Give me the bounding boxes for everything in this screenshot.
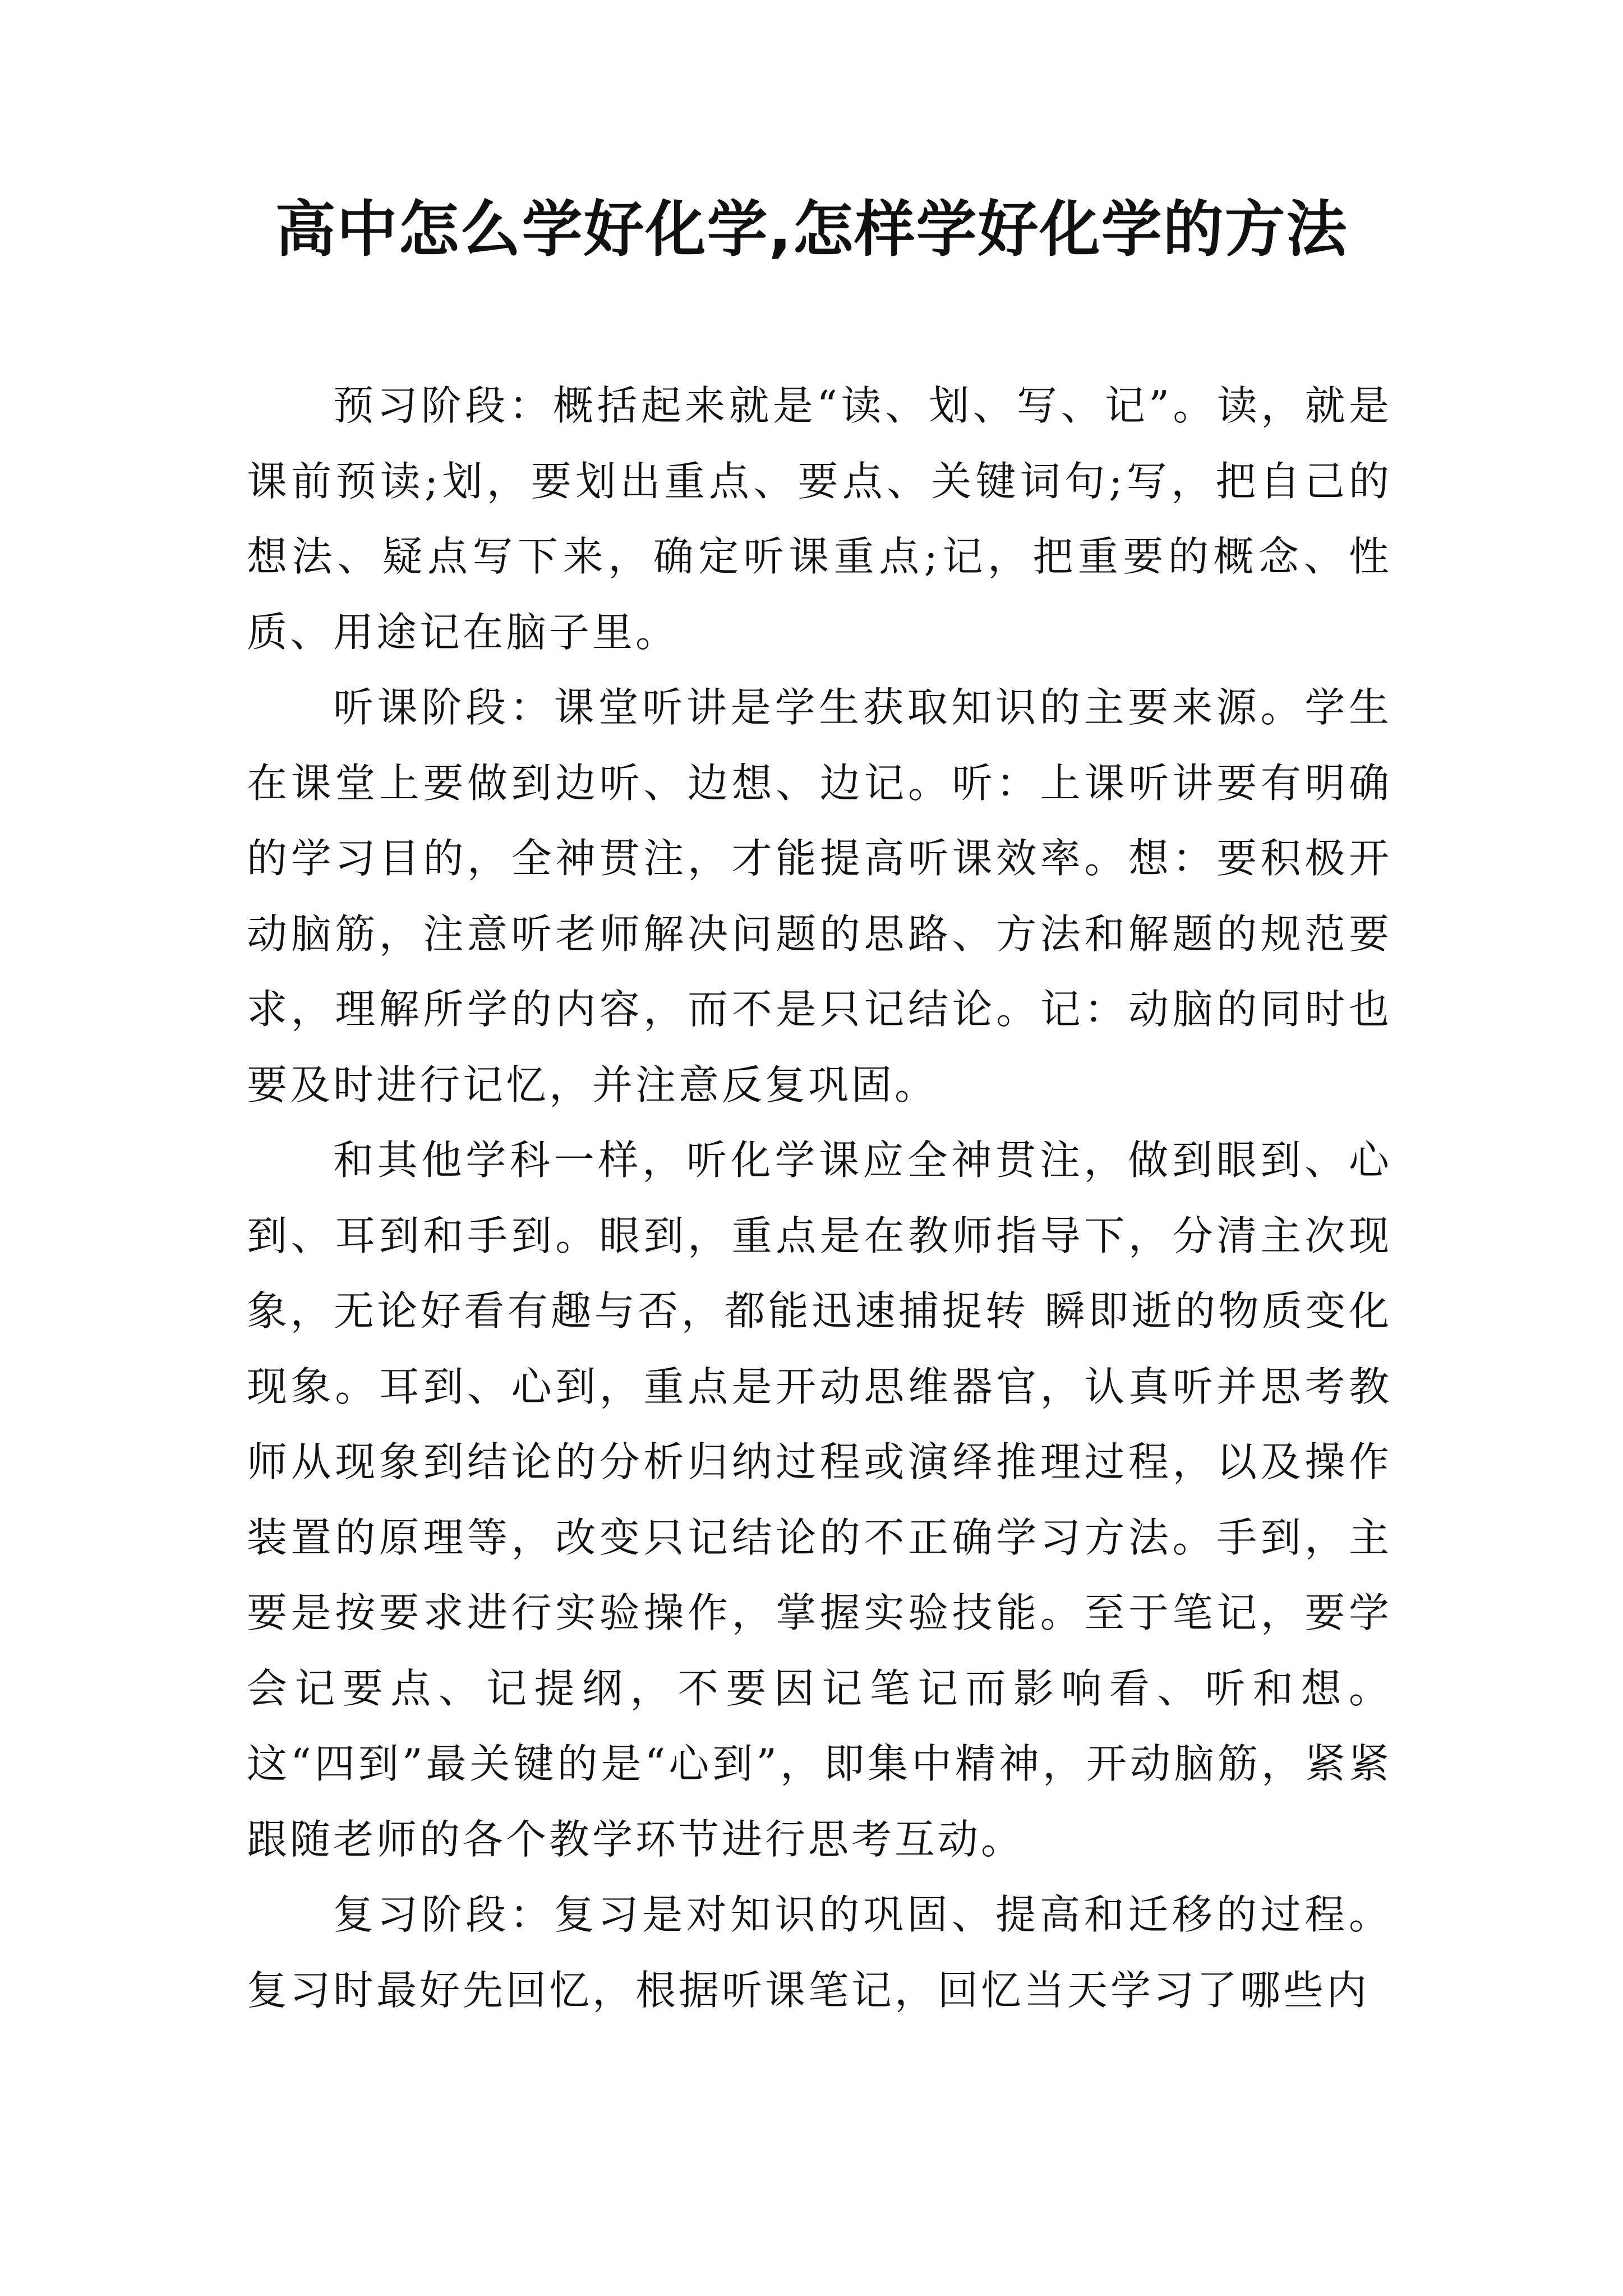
document-body: [247, 368, 1392, 2028]
paragraph-four-attentions: 和其他学科一样，听化学课应全神贯注，做到眼到、心到、耳到和手到。眼到，重点是在教师指导下，分清主次现象，无论好看有趣与否，都能迅速捕捉转 瞬即逝的物质变化现象。耳到、心到，重点是开动思维器官，认真听并思考教师从现象到结论的分析归纳过程或演绎推理过程，以及操作装置的原理等，改变只记结论的不正确学习方法。手到，主要是按要求进行实验操作，掌握实验技能。至于笔记，要学会记要点、记提纲，不要因记笔记而影响看、听和想。这“四到”最关键的是“心到”，即集中精神，开动脑筋，紧紧跟随老师的各个教学环节进行思考互动。: [247, 1137, 1392, 1863]
paragraph-review-stage: 复习阶段：复习是对知识的巩固、提高和迁移的过程。复习时最好先回忆，根据听课笔记，回忆当天学习了哪些内: [247, 1891, 1392, 2014]
paragraph-listening-stage: 听课阶段：课堂听讲是学生获取知识的主要来源。学生在课堂上要做到边听、边想、边记。听：上课听讲要有明确的学习目的，全神贯注，才能提高听课效率。想：要积极开动脑筋，注意听老师解决问题的思路、方法和解题的规范要求，理解所学的内容，而不是只记结论。记：动脑的同时也要及时进行记忆，并注意反复巩固。: [247, 684, 1392, 1108]
paragraph-preview-stage: 预习阶段：概括起来就是“读、划、写、记”。读，就是课前预读;划，要划出重点、要点、关键词句;写，把自己的想法、疑点写下来，确定听课重点;记，把重要的概念、性质、用途记在脑子里。: [247, 382, 1392, 656]
page-title: 高中怎么学好化学,怎样学好化学的方法: [275, 195, 1348, 265]
